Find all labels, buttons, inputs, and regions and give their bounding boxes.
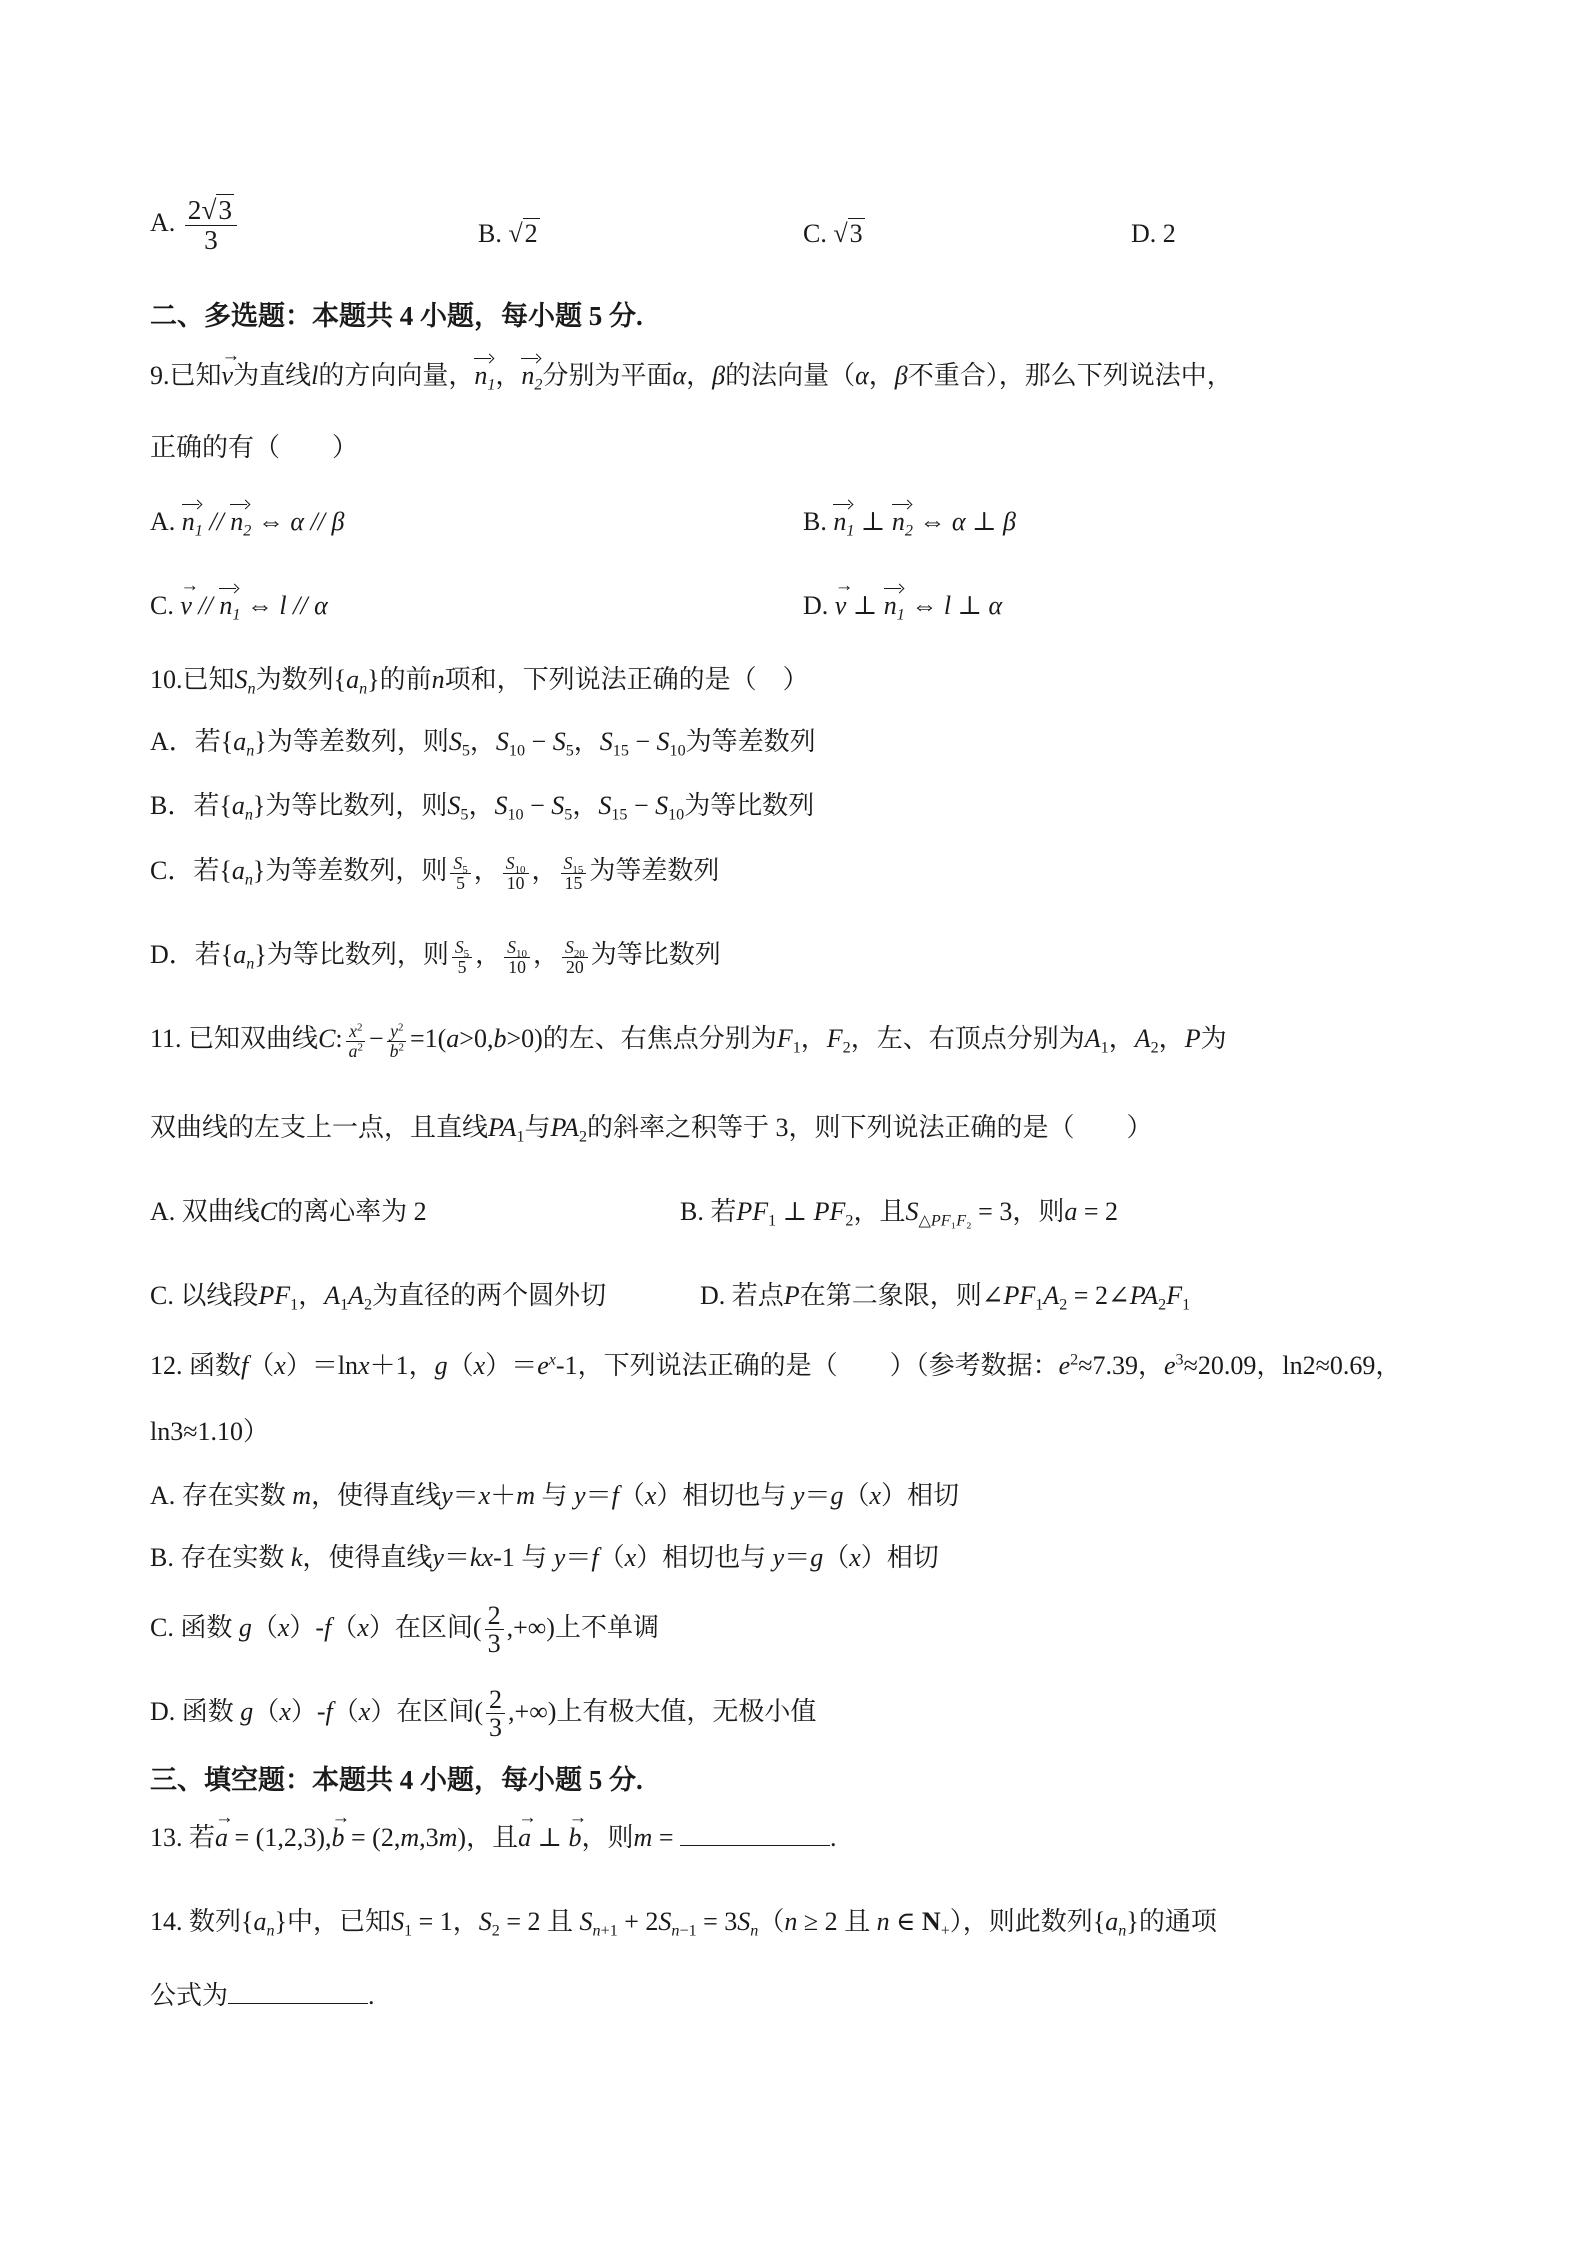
text: 相切 [886, 1543, 939, 1572]
option-label: B. [478, 219, 502, 248]
text: 10.已知 [150, 665, 235, 694]
option-label: B. [680, 1197, 704, 1226]
q8-option-b: B. √2 [478, 219, 538, 248]
text: 且 [547, 1907, 574, 1936]
radicand: 2 [524, 219, 538, 248]
option-label: B. [803, 507, 827, 536]
q10-option-b: B．若$\{a_n\}$为等比数列，则$S_5$，$S_{10} - S_5$，$S_{15} - S_{10}$为等比数列 [150, 791, 815, 824]
option-label: C. [150, 591, 174, 620]
q8-option-a [150, 196, 240, 254]
q10-stem: 10.已知$S_n$为数列$\{a_n\}$的前n项和，下列说法正确的是（ ） [150, 665, 809, 698]
option-label: C. [803, 219, 827, 248]
option-label: D. [700, 1281, 726, 1310]
option-label: A. [150, 1197, 176, 1226]
fraction: $\frac{2√3}{3}$ [185, 196, 237, 254]
text: 相切也与 [662, 1543, 767, 1572]
vector-v: → v [222, 360, 234, 391]
option-label: C．若 [150, 856, 220, 886]
text: ， [408, 1351, 435, 1380]
q11-stem-line2: 双曲线的左支上一点，且直线$PA_1$与$PA_2$的斜率之积等于 3，则下列说法正确的是（ ） [150, 1113, 1153, 1146]
text: 与 [521, 1543, 548, 1572]
option-label: D．若 [150, 940, 221, 970]
q14-stem: 14. 数列$\{a_n\}$中，已知$S_1 = 1$，$S_2 = 2$ 且 $S_{n+1} + 2S_{n-1} = 3S_n(n \ge 2$ 且 n ∈ $N_+$），则此数列$\{a_n\}$的通项 [150, 1907, 1217, 1940]
q9-stem: 9.已知→ v为直线l的方向向量，$n_1$，$n_2$分别为平面α，β的法向量（α，β不重合），那么下列说法中， [150, 360, 1233, 391]
text: 存在实数 [180, 1543, 285, 1572]
text: 为 [1200, 1024, 1227, 1054]
question-number: 12. [150, 1351, 183, 1380]
text: 为等比数列 [590, 940, 721, 970]
text: 在区间 [396, 1696, 475, 1726]
q13-stem: 13. 若→ a = (1,2,3),→ b = (2,m,3m)，且→ a ⊥ → b，则m = . [150, 1822, 837, 1853]
question-number: 14. [150, 1907, 183, 1936]
text: 分别为平面 [542, 361, 673, 390]
text: ，则此数列 [962, 1907, 1093, 1936]
text: 为等比数列，则 [266, 940, 449, 970]
vector-n2: $n_2$ [521, 361, 543, 394]
text: 上有极大值，无极小值 [556, 1696, 817, 1726]
math: α [855, 361, 869, 390]
text: ，下列说法正确的是（ ）（参考数据： [577, 1351, 1059, 1380]
question-number: 13. [150, 1823, 183, 1852]
vector-n1: $n_1$ [474, 361, 496, 394]
q11-option-a: A. 双曲线C的离心率为 2 [150, 1197, 427, 1226]
q12-option-c: C. 函数 g（x）-f（x）在区间( $\frac{2}{3}$ ,+∞)上不单调 [150, 1601, 659, 1659]
q10-option-c: C．若$\{a_n\}$为等差数列，则 $\frac{S_5}{5}$ ， $\frac{S_{10}}{10}$ ， $\frac{S_{15}}{15}$ 为等差数列 [150, 853, 720, 893]
text: 的左、右焦点分别为 [542, 1024, 777, 1054]
text: 项和，下列说法正确的是（ ） [444, 665, 809, 694]
text: 已知 [169, 361, 222, 390]
section-title: 二、多选题：本题共 4 小题，每小题 5 分. [150, 301, 643, 331]
option-label: B. [150, 1543, 174, 1572]
option-label: A. [150, 208, 176, 238]
q10-option-a: A．若$\{a_n\}$为等差数列，则$S_5$，$S_{10} - S_5$，$S_{15} - S_{10}$为等差数列 [150, 727, 816, 760]
q8-option-d [1131, 218, 1176, 249]
math: l [311, 361, 319, 390]
text: ，则 [581, 1823, 634, 1852]
text: 为直线 [233, 361, 312, 390]
q9-option-c: C. → v // $n_1$ ⇔ l // α [150, 590, 328, 621]
answer-blank[interactable] [228, 2003, 368, 2004]
text: 不重合），那么下列说法中， [907, 361, 1233, 390]
q9-option-d: D. → v ⊥ $n_1$ ⇔ l ⊥ α [803, 590, 1002, 621]
numerator-radicand: 3 [218, 195, 233, 225]
q10-option-d: D．若$\{a_n\}$为等比数列，则 $\frac{S_5}{5}$ ， $\frac{S_{10}}{10}$ ， $\frac{S_{20}}{20}$ 为等比数列 [150, 937, 721, 977]
question-number: 11. [150, 1024, 182, 1054]
text: 双曲线的左支上一点，且直线 [150, 1113, 489, 1142]
q12-stem: 12. 函数f（x）＝lnx＋1，$g(x)=e^x-1$，下列说法正确的是（ ）（参考数据：$e^2\approx 7.39$，$e^3\approx 20.09$，ln2≈0.69， [150, 1351, 1402, 1380]
text: 以线段 [180, 1281, 259, 1310]
option-text: 2 [1162, 219, 1176, 248]
text: 为等比数列 [684, 791, 815, 820]
text: 若点 [731, 1281, 784, 1310]
text: 已知双曲线 [188, 1024, 319, 1054]
text: 的离心率为 2 [277, 1197, 427, 1226]
text: 双曲线 [181, 1197, 260, 1226]
text: 与 [541, 1481, 568, 1510]
q11-option-d: D. 若点P在第二象限，则$\angle PF_1A_2$ = $2\angle PA_2F_1$ [700, 1281, 1191, 1314]
text: 相切 [907, 1481, 960, 1510]
math: α [672, 361, 687, 390]
option-label: A. [150, 1481, 176, 1510]
text: ，且 [853, 1197, 906, 1226]
q8-option-c: C. √3 [803, 219, 863, 248]
text: 函数 [189, 1351, 242, 1380]
text: 上不单调 [554, 1612, 659, 1642]
text: 存在实数 [181, 1481, 286, 1510]
text: ，左、右顶点分别为 [850, 1024, 1085, 1054]
text: 的方向向量， [318, 361, 475, 390]
text: 与 [524, 1113, 551, 1142]
text: ≈20.09，ln2≈0.69， [1183, 1351, 1402, 1380]
text: 相切也与 [682, 1481, 787, 1510]
radicand: 3 [849, 219, 863, 248]
option-label: B．若 [150, 791, 220, 820]
text: 函数 [180, 1612, 233, 1642]
option-label: D. [803, 591, 829, 620]
text: 为等差数列 [589, 856, 720, 886]
text: 的通项 [1138, 1907, 1217, 1936]
math: β [894, 361, 908, 390]
text: 为数列 [255, 665, 334, 694]
text: 公式为 [150, 1981, 229, 2010]
text: 的法向量（ [725, 361, 856, 390]
text: 数列 [189, 1907, 242, 1936]
text: ，则 [1012, 1197, 1065, 1226]
text: 为等差数列 [685, 727, 816, 756]
text: 若 [189, 1823, 216, 1852]
text: ≈7.39， [1078, 1351, 1164, 1380]
q9-option-b: B. $n_1$ ⊥ $n_2$ ⇔ α ⊥ β [803, 507, 1016, 540]
option-label: A．若 [150, 727, 221, 756]
text: 为等比数列，则 [265, 791, 448, 820]
text: 在区间 [394, 1612, 473, 1642]
text: ，使得直线 [302, 1543, 433, 1572]
q11-stem: 11. 已知双曲线C: $\frac{x^2}{a^2}$ − $\frac{y^2}{b^2}$ =1(a>0,b>0)的左、右焦点分别为$F_1$，$F_2$，左、右顶点分别为$A_1$，$A_2$，P为 [150, 1021, 1227, 1061]
math: β [712, 361, 726, 390]
q12-option-a: A. 存在实数 m，使得直线y＝x＋m 与 y＝f（x）相切也与 y＝g（x）相切 [150, 1481, 960, 1510]
denominator: 3 [204, 224, 218, 255]
numerator-coef: 2 [187, 195, 202, 225]
option-label: C. [150, 1281, 174, 1310]
option-label: D. [150, 1696, 176, 1726]
q12-option-d: D. 函数 g（x）-f（x）在区间( $\frac{2}{3}$ ,+∞)上有极大值，无极小值 [150, 1685, 817, 1743]
text: 为直径的两个圆外切 [372, 1281, 607, 1310]
text: 的斜率之积等于 3，则下列说法正确的是（ ） [587, 1113, 1153, 1142]
text: 为等差数列，则 [266, 727, 449, 756]
text: 若 [710, 1197, 737, 1226]
answer-blank[interactable] [680, 1845, 830, 1846]
text: 在第二象限，则 [799, 1281, 982, 1310]
q11-option-c: C. 以线段$PF_1$，$A_1A_2$为直径的两个圆外切 [150, 1281, 607, 1314]
text: 函数 [181, 1696, 234, 1726]
q12-stem-line2: ln3≈1.10） [150, 1417, 269, 1446]
text: 中，已知 [287, 1907, 392, 1936]
text: ，且 [466, 1823, 519, 1852]
q9-option-a: A. $n_1 // n_2$ ⇔ α // β [150, 507, 345, 540]
option-label: D. [1131, 219, 1157, 248]
q9-stem-line2: 正确的有（ ） [150, 433, 359, 462]
q11-option-b: B. 若$PF_1$ ⊥ $PF_2$，且$S_{\triangle PF_1F_2} = 3$，则a = 2 [680, 1197, 1119, 1230]
option-label: C. [150, 1612, 174, 1642]
q12-option-b: B. 存在实数 k，使得直线y＝kx-1 与 y＝f（x）相切也与 y＝g（x）相切 [150, 1543, 939, 1572]
question-number: 9. [150, 361, 170, 390]
option-label: A. [150, 507, 176, 536]
text: 的前 [379, 665, 432, 694]
q14-stem-line2: 公式为 . [150, 1981, 375, 2010]
text: ，使得直线 [311, 1481, 442, 1510]
section-title: 三、填空题：本题共 4 小题，每小题 5 分. [150, 1765, 643, 1795]
text: 为等差数列，则 [265, 856, 448, 886]
